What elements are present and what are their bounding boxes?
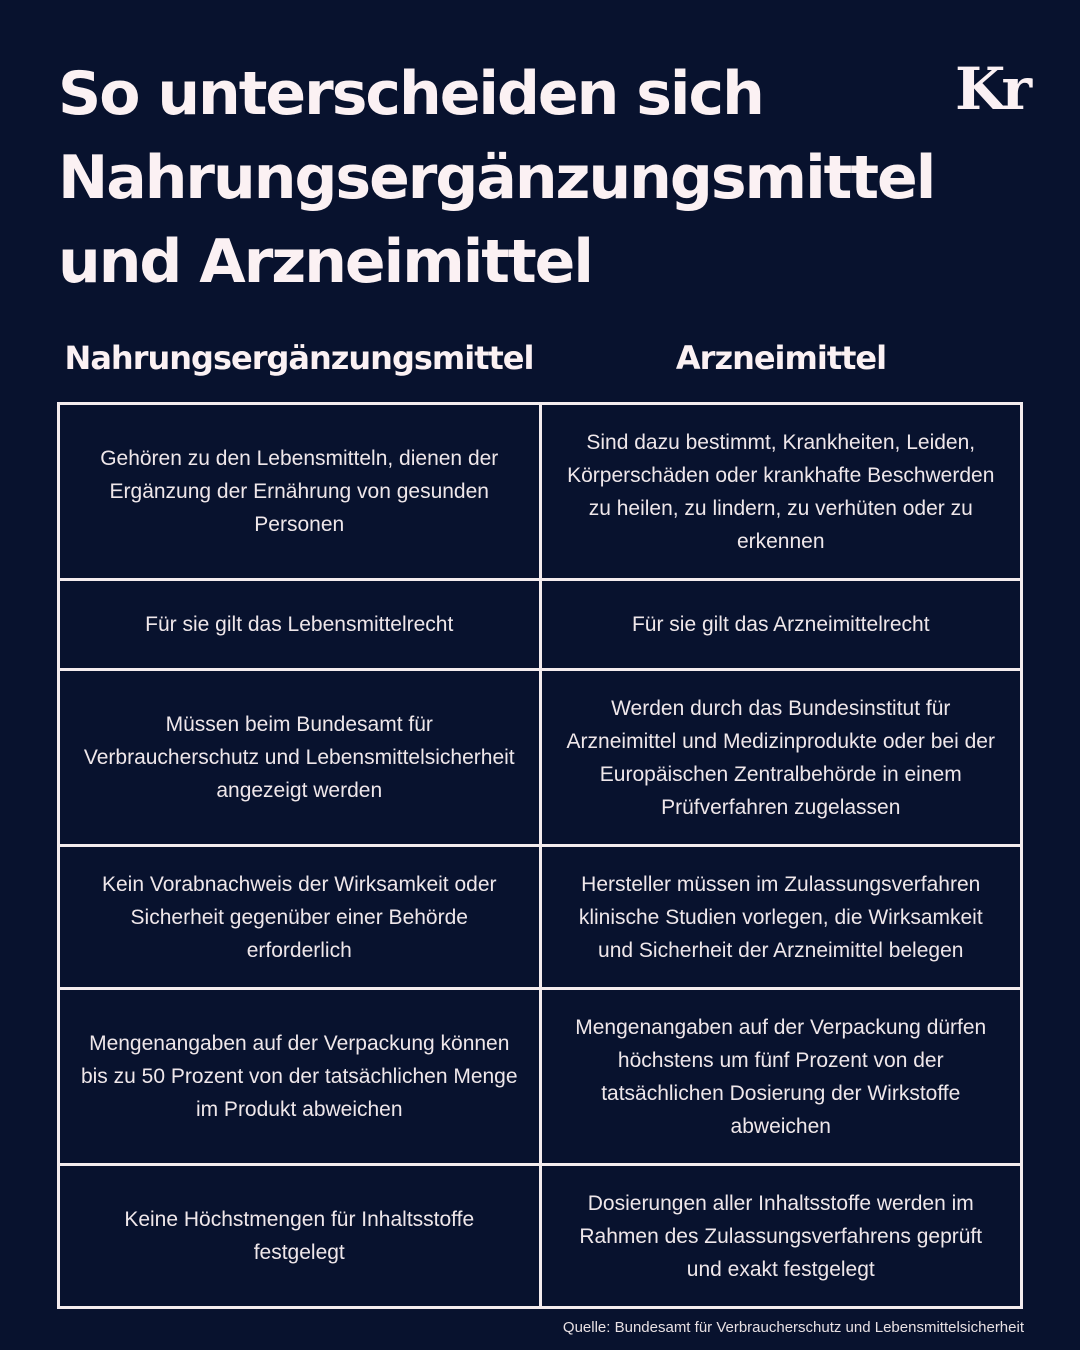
medicine-cell: Für sie gilt das Arzneimittelrecht xyxy=(540,580,1022,670)
medicine-cell: Werden durch das Bundesinstitut für Arzneimittel und Medizinprodukte oder bei der Europäischen Zentralbehörde in einem Prüfverfahren zugelassen xyxy=(540,670,1022,846)
supplement-cell: Mengenangaben auf der Verpackung können bis zu 50 Prozent von der tatsächlichen Menge im Produkt abweichen xyxy=(59,989,541,1165)
title-line-2: Nahrungsergänzungsmittel xyxy=(58,143,935,213)
title-line-1: So unterscheiden sich xyxy=(58,59,763,129)
table-row xyxy=(59,989,1022,1165)
medicine-cell: Mengenangaben auf der Verpackung dürfen höchstens um fünf Prozent von der tatsächlichen Dosierung der Wirkstoffe abweichen xyxy=(540,989,1022,1165)
supplement-cell: Kein Vorabnachweis der Wirksamkeit oder Sicherheit gegenüber einer Behörde erforderlich xyxy=(59,846,541,989)
supplement-cell: Müssen beim Bundesamt für Verbraucherschutz und Lebensmittelsicherheit angezeigt werden xyxy=(59,670,541,846)
supplement-cell: Gehören zu den Lebensmitteln, dienen der Ergänzung der Ernährung von gesunden Personen xyxy=(59,404,541,580)
title-line-3: und Arzneimittel xyxy=(58,227,592,297)
supplement-cell: Keine Höchstmengen für Inhaltsstoffe festgelegt xyxy=(59,1165,541,1308)
source-note: Quelle: Bundesamt für Verbraucherschutz und Lebensmittelsicherheit xyxy=(562,1319,1024,1336)
table-row xyxy=(59,1165,1022,1308)
table-row xyxy=(59,846,1022,989)
page-title xyxy=(58,52,935,304)
medicine-cell: Dosierungen aller Inhaltsstoffe werden im Rahmen des Zulassungsverfahrens geprüft und exakt festgelegt xyxy=(540,1165,1022,1308)
brand-logo: Kr xyxy=(955,55,1028,123)
supplement-cell: Für sie gilt das Lebensmittelrecht xyxy=(59,580,541,670)
table-row xyxy=(59,670,1022,846)
column-header-supplements: Nahrungsergänzungsmittel xyxy=(64,339,534,377)
medicine-cell: Sind dazu bestimmt, Krankheiten, Leiden, Körperschäden oder krankhafte Beschwerden zu heilen, zu lindern, zu verhüten oder zu erkennen xyxy=(540,404,1022,580)
comparison-table xyxy=(57,402,1023,1309)
medicine-cell: Hersteller müssen im Zulassungsverfahren klinische Studien vorlegen, die Wirksamkeit und Sicherheit der Arzneimittel belegen xyxy=(540,846,1022,989)
column-header-medicines: Arzneimittel xyxy=(675,339,887,377)
table-row xyxy=(59,580,1022,670)
table-row xyxy=(59,404,1022,580)
